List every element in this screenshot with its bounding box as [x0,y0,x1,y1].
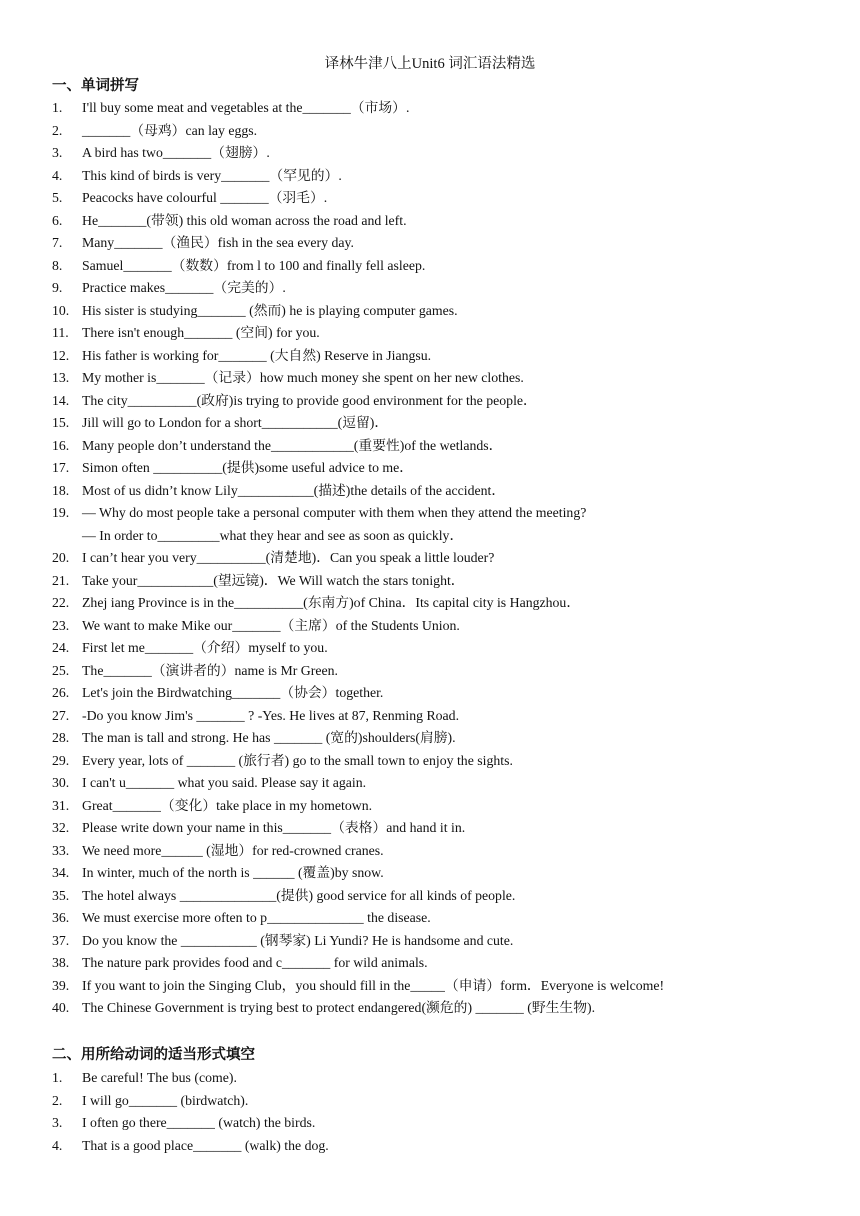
item-text: First let me_______（介绍）myself to you. [82,640,328,655]
item-number: 34. [52,865,70,880]
item-text: Practice makes_______（完美的）. [82,280,286,295]
exercise-item [52,840,842,863]
exercise-item [52,615,842,638]
exercise-item [52,1112,842,1135]
item-text: Zhej iang Province is in the__________(东南方)of China．Its capital city is Hangzhou． [82,595,581,610]
exercise-item [52,210,842,233]
section-2-heading: 二、用所给动词的适当形式填空 [52,1047,255,1063]
item-text: _______（母鸡）can lay eggs. [82,122,258,138]
item-number: 8. [52,257,63,273]
item-number: 2. [52,1092,63,1108]
exercise-item [52,592,842,615]
item-number: 27. [52,707,70,723]
exercise-item [52,457,842,480]
exercise-item [52,502,842,547]
exercise-item [52,412,842,435]
exercise-item [52,750,842,773]
item-text: Jill will go to London for a short___________(逗留)． [82,415,389,430]
item-number: 32. [52,820,70,835]
item-text: The nature park provides food and c_______ for wild animals. [82,955,428,970]
item-text: Every year, lots of _______ (旅行者) go to the small town to enjoy the sights. [82,752,513,768]
item-text: Samuel_______（数数）from l to 100 and finally fell asleep. [82,257,426,273]
item-text: His sister is studying_______ (然而) he is playing computer games. [82,302,458,318]
exercise-item [52,862,842,885]
exercise-item [52,547,842,570]
item-text: Peacocks have colourful _______（羽毛）. [82,190,328,205]
item-number: 1. [52,1070,63,1085]
item-number: 13. [52,370,70,385]
item-number: 4. [52,1137,63,1153]
item-text: I can’t hear you very__________(清楚地)．Can you speak a little louder? [82,550,495,565]
item-text: In winter, much of the north is ______ (覆盖)by snow. [82,865,384,880]
item-number: 37. [52,932,70,948]
item-number: 15. [52,415,70,430]
exercise-item [52,277,842,300]
item-number: 16. [52,437,70,453]
item-text-line-2: — In order to_________what they hear and see as soon as quickly． [82,527,464,543]
exercise-item [52,930,842,953]
item-text: My mother is_______（记录）how much money she spent on her new clothes. [82,370,524,385]
item-text: Be careful! The bus (come). [82,1070,237,1085]
section-1-list [52,97,842,1020]
item-number: 12. [52,347,70,363]
exercise-item [52,120,842,143]
exercise-item [52,817,842,840]
exercise-item [52,367,842,390]
item-text: I can't u_______ what you said. Please say it again. [82,775,367,790]
exercise-item [52,975,842,998]
item-text: There isn't enough_______ (空间) for you. [82,325,320,340]
item-number: 39. [52,977,70,993]
item-number: 36. [52,910,70,925]
exercise-item [52,142,842,165]
item-text: The man is tall and strong. He has _______ (宽的)shoulders(肩膀). [82,730,456,745]
item-number: 29. [52,752,70,768]
exercise-item [52,1090,842,1113]
item-number: 3. [52,145,63,160]
item-text: Simon often __________(提供)some useful advice to me． [82,460,414,475]
item-number: 4. [52,167,63,183]
exercise-item [52,480,842,503]
item-text: — Why do most people take a personal computer with them when they attend the meeting? [82,505,587,520]
item-number: 24. [52,640,70,655]
item-number: 40. [52,1000,70,1015]
exercise-item [52,705,842,728]
exercise-item [52,390,842,413]
item-number: 1. [52,100,63,115]
item-text: We must exercise more often to p______________ the disease. [82,910,431,925]
item-text: -Do you know Jim's _______ ? -Yes. He lives at 87, Renming Road. [82,707,460,723]
exercise-item [52,1135,842,1158]
item-text: We need more______ (湿地）for red-crowned cranes. [82,842,384,858]
item-text: I will go_______ (birdwatch). [82,1092,249,1108]
exercise-item [52,637,842,660]
item-text: Do you know the ___________ (钢琴家) Li Yundi? He is handsome and cute. [82,932,514,948]
exercise-item [52,165,842,188]
exercise-item [52,1067,842,1090]
item-number: 9. [52,280,63,295]
exercise-item [52,907,842,930]
item-text: Most of us didn’t know Lily___________(描述)the details of the accident． [82,482,506,498]
item-text: Many people don’t understand the____________(重要性)of the wetlands． [82,437,503,453]
item-text: We want to make Mike our_______（主席）of the Students Union. [82,617,460,633]
item-text: He_______(带领) this old woman across the road and left. [82,212,407,228]
item-number: 18. [52,482,70,498]
exercise-item [52,300,842,323]
exercise-item [52,772,842,795]
item-number: 28. [52,730,70,745]
exercise-item [52,682,842,705]
item-text: If you want to join the Singing Club，you should fill in the_____（申请）form．Everyone is welcome! [82,977,665,993]
item-number: 14. [52,392,70,408]
exercise-item [52,952,842,975]
exercise-item [52,255,842,278]
item-number: 11. [52,325,69,340]
exercise-item [52,727,842,750]
item-text: That is a good place_______ (walk) the dog. [82,1137,329,1153]
item-number: 25. [52,662,70,678]
item-number: 3. [52,1115,63,1130]
item-text: I often go there_______ (watch) the birds. [82,1115,316,1130]
item-number: 31. [52,797,70,813]
item-text: Let's join the Birdwatching_______（协会）together. [82,685,384,700]
exercise-item [52,345,842,368]
item-number: 7. [52,235,63,250]
exercise-item [52,570,842,593]
item-number: 6. [52,212,63,228]
item-number: 2. [52,122,63,138]
document-title: 译林牛津八上Unit6 词汇语法精选 [324,56,536,72]
exercise-item [52,322,842,345]
exercise-item [52,997,842,1020]
exercise-item [52,660,842,683]
item-number: 26. [52,685,70,700]
item-number: 22. [52,595,70,610]
item-number: 20. [52,550,70,565]
exercise-item [52,795,842,818]
item-text: Many_______（渔民）fish in the sea every day. [82,235,354,250]
item-text: The_______（演讲者的）name is Mr Green. [82,662,338,678]
exercise-item [52,232,842,255]
item-number: 10. [52,302,70,318]
item-text: A bird has two_______（翅膀）. [82,145,270,160]
item-number: 21. [52,572,70,588]
item-text: This kind of birds is very_______（罕见的）. [82,167,342,183]
item-text: The Chinese Government is trying best to protect endangered(濒危的) _______ (野生生物). [82,1000,596,1015]
item-text: The hotel always ______________(提供) good service for all kinds of people. [82,887,516,903]
exercise-item [52,435,842,458]
section-2-list [52,1067,842,1157]
item-number: 33. [52,842,70,858]
item-number: 38. [52,955,70,970]
item-text: His father is working for_______ (大自然) Reserve in Jiangsu. [82,347,432,363]
item-text: The city__________(政府)is trying to provide good environment for the people． [82,392,537,408]
item-number: 5. [52,190,63,205]
exercise-item [52,187,842,210]
item-number: 23. [52,617,70,633]
item-text: Take your___________(望远镜)．We Will watch the stars tonight． [82,572,465,588]
item-number: 17. [52,460,70,475]
item-text: Great_______（变化）take place in my hometown. [82,797,373,813]
item-number: 19. [52,505,70,520]
section-1-heading: 一、单词拼写 [52,78,139,94]
item-number: 35. [52,887,70,903]
item-text: Please write down your name in this_______（表格）and hand it in. [82,820,466,835]
exercise-item [52,885,842,908]
item-number: 30. [52,775,70,790]
exercise-item [52,97,842,120]
item-text: I'll buy some meat and vegetables at the_______（市场）. [82,100,410,115]
